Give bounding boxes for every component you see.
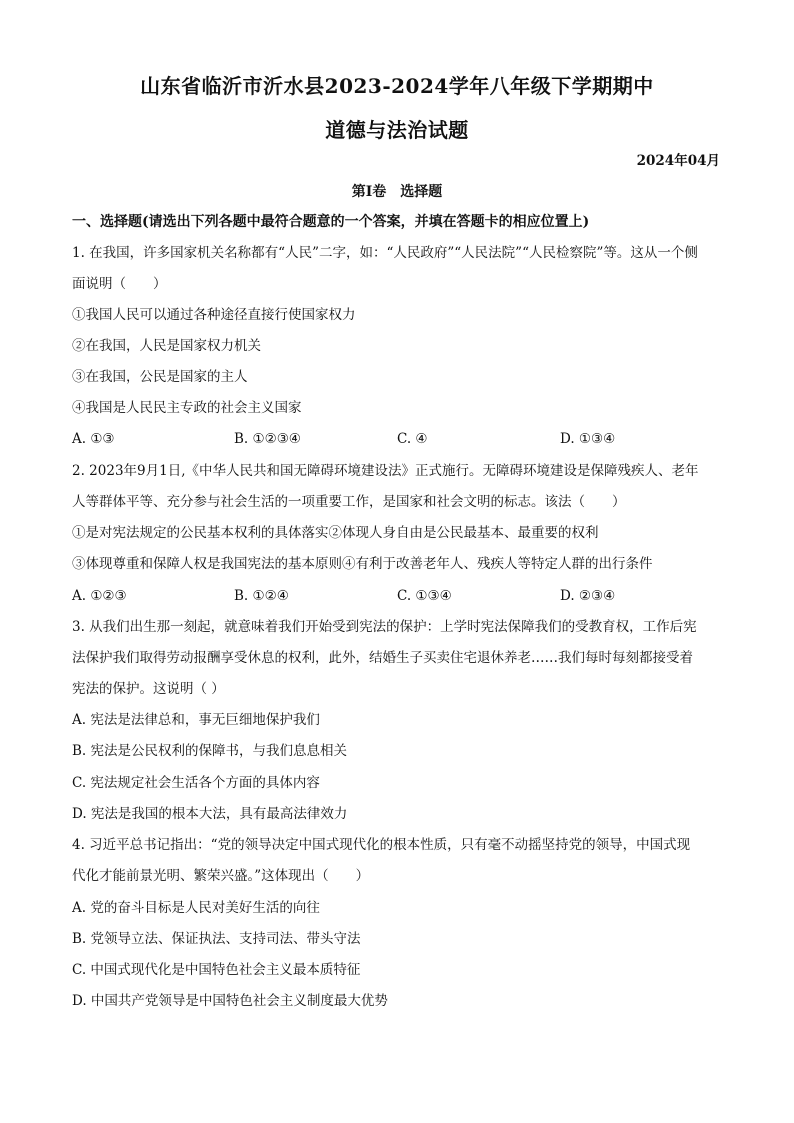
q4-option-d: D. 中国共产党领导是中国特色社会主义制度最大优势 bbox=[72, 993, 388, 1009]
q3-option-d: D. 宪法是我国的根本大法，具有最高法律效力 bbox=[72, 806, 348, 822]
q1-option-a: A. ①③ bbox=[72, 431, 115, 447]
q2-option-b: B. ①②④ bbox=[234, 588, 289, 604]
q4-stem-line-1: 4. 习近平总书记指出：“党的领导决定中国式现代化的根本性质，只有毫不动摇坚持党的领导，中国式现 bbox=[72, 837, 691, 853]
q2-statement-1: ①是对宪法规定的公民基本权利的具体落实②体现人身自由是公民最基本、最重要的权利 bbox=[72, 525, 599, 541]
q3-stem-line-3: 宪法的保护。这说明（ ） bbox=[72, 681, 225, 697]
q2-option-c: C. ①③④ bbox=[397, 588, 452, 604]
section-instruction: 一、选择题(请选出下列各题中最符合题意的一个答案，并填在答题卡的相应位置上) bbox=[72, 214, 590, 230]
q3-option-b: B. 宪法是公民权利的保障书，与我们息息相关 bbox=[72, 743, 348, 759]
exam-date: 2024年04月 bbox=[636, 153, 720, 169]
q3-option-c: C. 宪法规定社会生活各个方面的具体内容 bbox=[72, 775, 320, 791]
q1-option-c: C. ④ bbox=[397, 431, 428, 447]
q2-option-a: A. ①②③ bbox=[72, 588, 127, 604]
q2-statement-2: ③体现尊重和保障人权是我国宪法的基本原则④有利于改善老年人、残疾人等特定人群的出行条件 bbox=[72, 556, 653, 572]
q4-stem-line-2: 代化才能前景光明、繁荣兴盛。”这体现出（ ） bbox=[72, 868, 370, 884]
q2-stem-line-1: 2. 2023年9月1日,《中华人民共和国无障碍环境建设法》正式施行。无障碍环境建设是保障残疾人、老年 bbox=[72, 463, 699, 479]
q1-statement-1: ①我国人民可以通过各种途径直接行使国家权力 bbox=[72, 307, 356, 323]
q3-stem-line-1: 3. 从我们出生那一刻起，就意味着我们开始受到宪法的保护：上学时宪法保障我们的受教育权，工作后宪 bbox=[72, 619, 697, 635]
q1-statement-2: ②在我国，人民是国家权力机关 bbox=[72, 338, 261, 354]
q1-statement-4: ④我国是人民民主专政的社会主义国家 bbox=[72, 400, 302, 416]
q4-option-b: B. 党领导立法、保证执法、支持司法、带头守法 bbox=[72, 931, 361, 947]
q2-option-d: D. ②③④ bbox=[560, 588, 616, 604]
q4-option-c: C. 中国式现代化是中国特色社会主义最本质特征 bbox=[72, 962, 361, 978]
q1-stem-line-2: 面说明（ ） bbox=[72, 276, 167, 292]
q3-option-a: A. 宪法是法律总和，事无巨细地保护我们 bbox=[72, 712, 320, 728]
q1-statement-3: ③在我国，公民是国家的主人 bbox=[72, 369, 248, 385]
q1-option-d: D. ①③④ bbox=[560, 431, 616, 447]
q4-option-a: A. 党的奋斗目标是人民对美好生活的向往 bbox=[72, 900, 320, 916]
section-title: 第Ⅰ卷 选择题 bbox=[351, 184, 443, 200]
q3-stem-line-2: 法保护我们取得劳动报酬享受休息的权利，此外，结婚生子买卖住宅退休养老……我们每时每刻都接受着 bbox=[72, 650, 693, 666]
exam-subject-title: 道德与法治试题 bbox=[325, 118, 469, 142]
q1-option-b: B. ①②③④ bbox=[234, 431, 301, 447]
q2-stem-line-2: 人等群体平等、充分参与社会生活的一项重要工作，是国家和社会文明的标志。该法（ ） bbox=[72, 494, 626, 510]
q1-stem-line-1: 1. 在我国，许多国家机关名称都有“人民”二字，如：“人民政府”“人民法院”“人民检察院”等。这从一个侧 bbox=[72, 245, 698, 261]
exam-title: 山东省临沂市沂水县2023-2024学年八年级下学期期中 bbox=[140, 74, 654, 98]
